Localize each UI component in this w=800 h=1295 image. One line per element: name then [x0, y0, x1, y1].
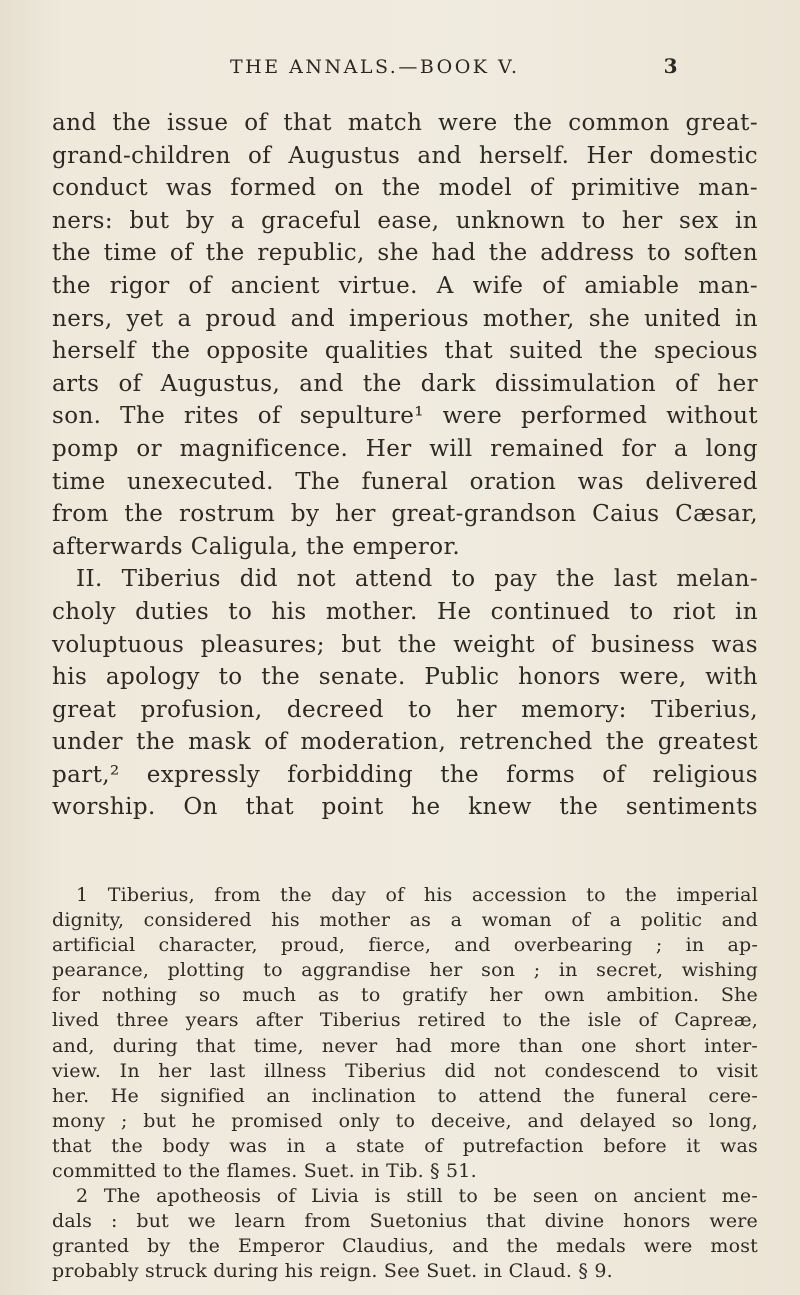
text-line: worship. On that point he knew the sentiments	[52, 794, 758, 821]
footnote-end-line: committed to the flames. Suet. in Tib. § 51.	[52, 1160, 477, 1183]
text-line: from the rostrum by her great-grandson Caius Cæsar,	[52, 501, 758, 528]
footnote-line: dignity, considered his mother as a woman of a politic and	[52, 909, 758, 932]
text-line: grand-children of Augustus and herself. Her domestic	[52, 142, 758, 169]
footnotes	[52, 883, 758, 1285]
text-line: choly duties to his mother. He continued to riot in	[52, 598, 758, 625]
text-line: and the issue of that match were the common great-	[52, 110, 758, 136]
text-line: arts of Augustus, and the dark dissimulation of her	[52, 370, 758, 397]
text-line: ners, yet a proud and imperious mother, she united in	[52, 305, 758, 332]
text-line: ners: but by a graceful ease, unknown to her sex in	[52, 207, 758, 234]
text-line: the time of the republic, she had the address to soften	[52, 240, 758, 267]
footnote-line: that the body was in a state of putrefaction before it was	[52, 1134, 758, 1157]
text-line: voluptuous pleasures; but the weight of business was	[52, 631, 758, 658]
running-head	[230, 56, 680, 86]
footnote-line: view. In her last illness Tiberius did not condescend to visit	[52, 1059, 758, 1082]
main-text	[52, 107, 758, 824]
text-line: time unexecuted. The funeral oration was delivered	[52, 468, 758, 495]
footnote-line: dals : but we learn from Suetonius that divine honors were	[52, 1210, 758, 1233]
footnote-line: pearance, plotting to aggrandise her son ; in secret, wishing	[52, 959, 758, 982]
footnote-end-line: probably struck during his reign. See Suet. in Claud. § 9.	[52, 1260, 613, 1283]
footnote-line: for nothing so much as to gratify her own ambition. She	[52, 984, 758, 1007]
text-line: great profusion, decreed to her memory: Tiberius,	[52, 696, 758, 723]
footnote-line: and, during that time, never had more than one short inter-	[52, 1034, 758, 1057]
footnote-line: lived three years after Tiberius retired to the isle of Capreæ,	[52, 1009, 758, 1032]
footnote-start-line: 1 Tiberius, from the day of his accession to the imperial	[76, 884, 758, 906]
text-line: herself the opposite qualities that suited the specious	[52, 338, 758, 365]
text-line: son. The rites of sepulture¹ were performed without	[52, 403, 758, 430]
text-line: the rigor of ancient virtue. A wife of amiable man-	[52, 272, 758, 299]
footnote-line: artificial character, proud, fierce, and overbearing ; in ap-	[52, 934, 758, 957]
footnote-line: mony ; but he promised only to deceive, and delayed so long,	[52, 1109, 758, 1132]
text-line: pomp or magnificence. Her will remained for a long	[52, 435, 758, 462]
paragraph-end-line: afterwards Caligula, the emperor.	[52, 533, 461, 560]
running-title: THE ANNALS.—BOOK V.	[230, 56, 520, 78]
text-line: conduct was formed on the model of primitive man-	[52, 175, 758, 202]
text-line: part,² expressly forbidding the forms of religious	[52, 761, 758, 788]
text-line: his apology to the senate. Public honors were, with	[52, 664, 758, 691]
page-number: 3	[663, 54, 680, 78]
footnote-line: granted by the Emperor Claudius, and the medals were most	[52, 1235, 758, 1258]
section-start-line: II. Tiberius did not attend to pay the last melan-	[76, 566, 758, 593]
footnote-line: her. He signified an inclination to attend the funeral cere-	[52, 1084, 758, 1107]
footnote-start-line: 2 The apotheosis of Livia is still to be seen on ancient me-	[76, 1185, 758, 1208]
text-line: under the mask of moderation, retrenched the greatest	[52, 729, 758, 756]
